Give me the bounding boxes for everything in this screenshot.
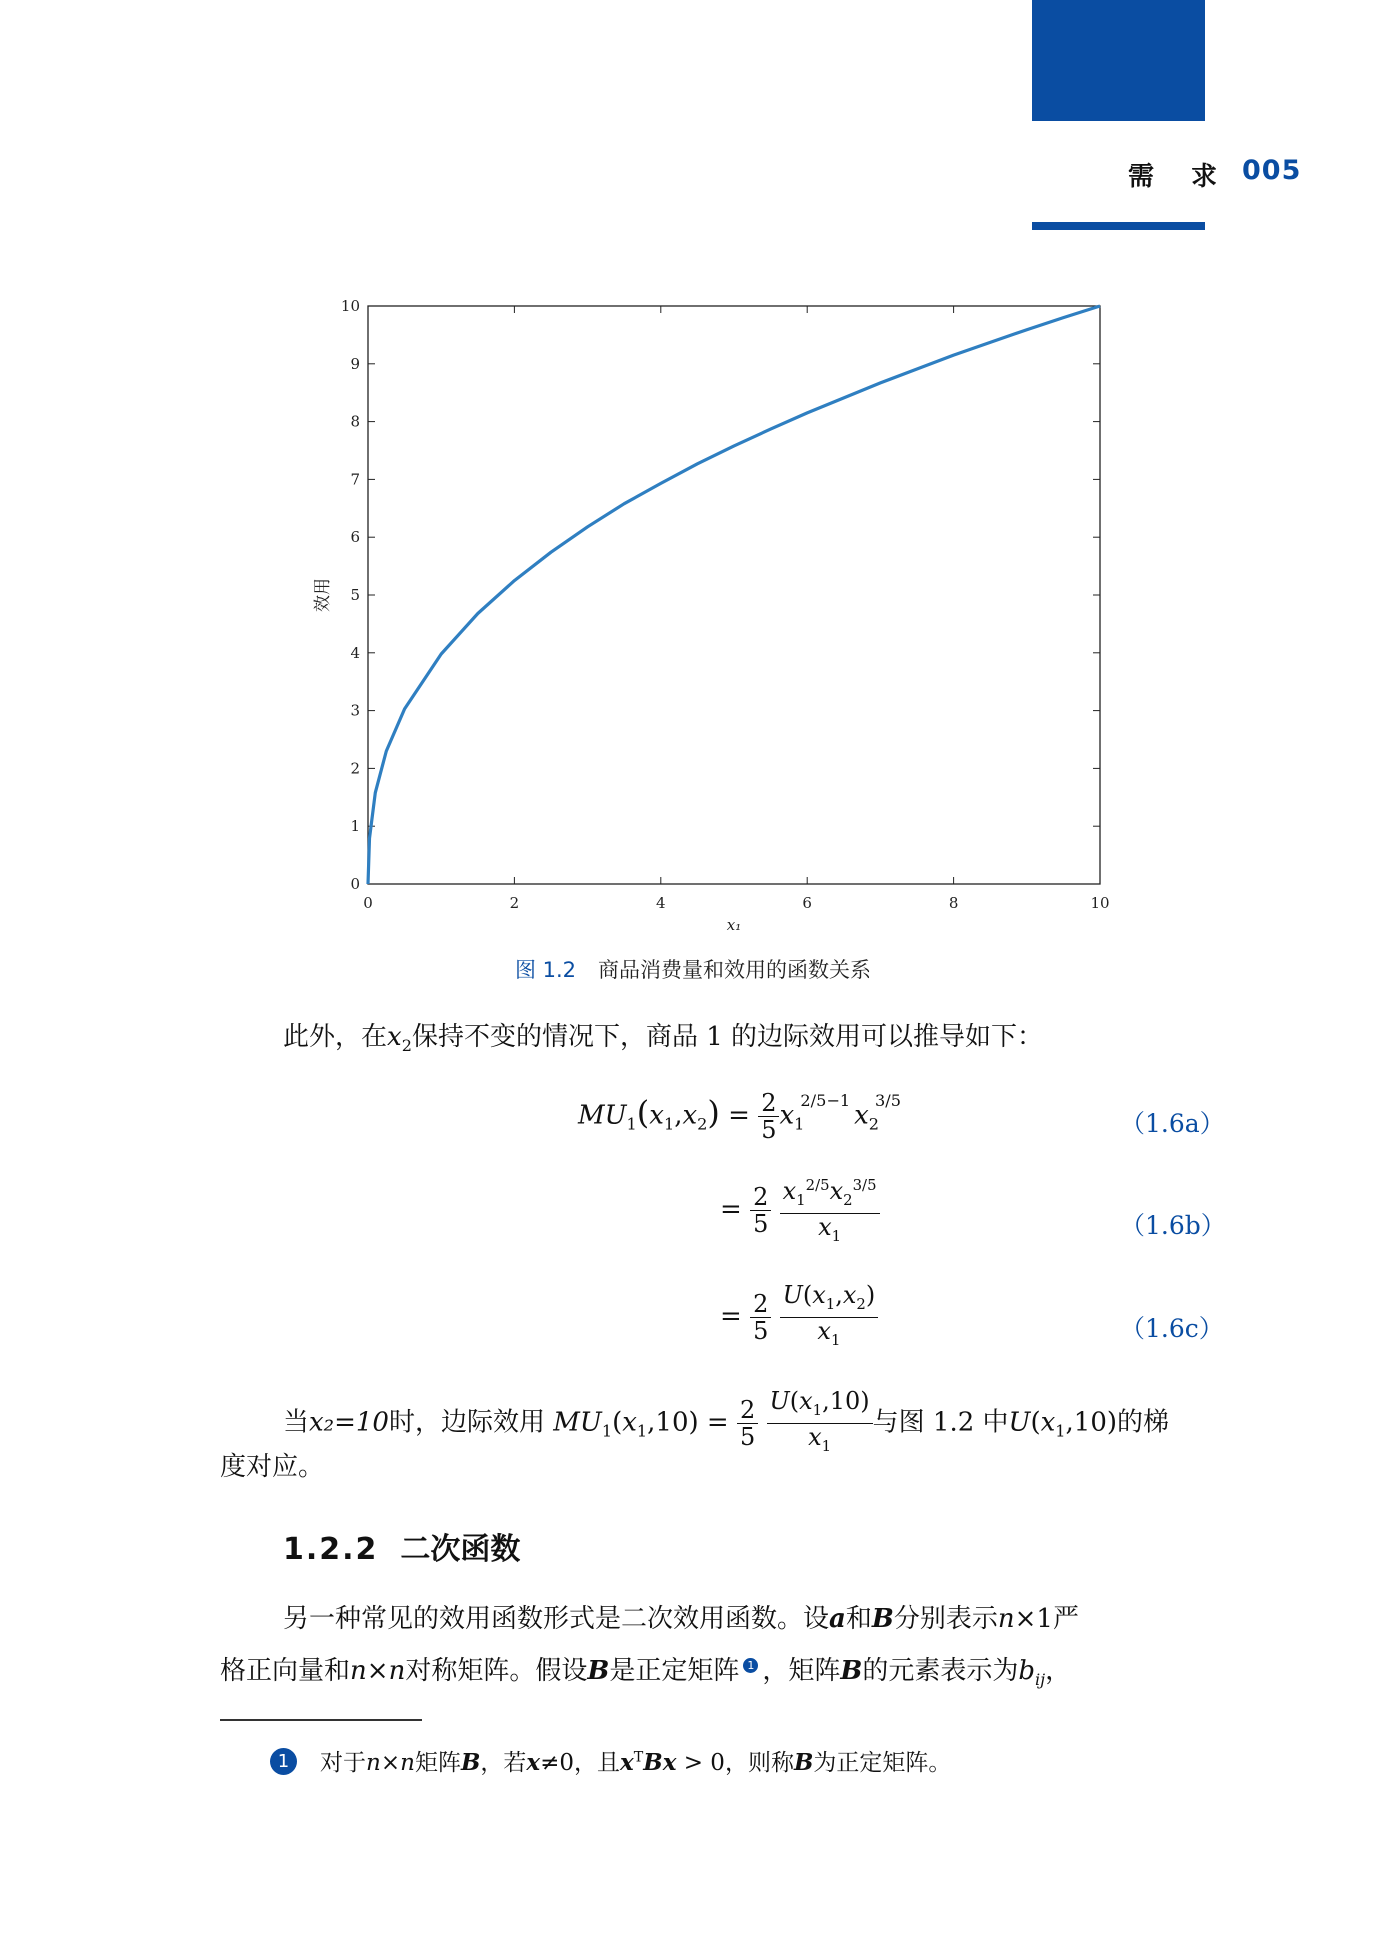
x-tick-label: 6 [802, 894, 812, 912]
p2-condition: x₂=10 [309, 1407, 389, 1438]
equation-1-6c: = $\frac{2}{5}$ $\frac{U(x_1,x_2)}{x_1}$ [720, 1282, 878, 1353]
header-color-block [1032, 0, 1205, 121]
p1-var: x [387, 1022, 402, 1052]
p2-text-e: 度对应。 [220, 1452, 325, 1482]
paragraph-2-cont [220, 1440, 324, 1494]
y-tick-label: 6 [350, 528, 360, 547]
utility-chart [300, 288, 1120, 938]
p2-text-b: 时，边际效用 [388, 1407, 545, 1438]
p3-text-g: 是正定矩阵 [609, 1656, 740, 1686]
section-heading [283, 1524, 520, 1568]
utility-curve [368, 306, 1100, 884]
equation-label-1-6a: （1.6a） [1120, 1109, 1225, 1138]
y-tick-label: 0 [350, 875, 360, 893]
paragraph-3: 另一种常见的效用函数形式是二次效用函数。设a和B分别表示n×1严 [283, 1604, 1079, 1634]
page-number: 005 [1242, 155, 1302, 186]
y-tick-label: 4 [350, 643, 360, 662]
footnote-rule [220, 1719, 422, 1721]
figure-caption-text: 商品消费量和效用的函数关系 [598, 958, 872, 982]
fn-text-d: ，且 [574, 1750, 621, 1776]
y-tick-label: 5 [350, 586, 360, 604]
equation-1-6a: $MU_1(x_1,x_2)$ = $\frac{2}{5}$ $x_1^{2/5-1}x_2^{3/5}$ [578, 1089, 901, 1144]
y-tick-label: 3 [350, 701, 360, 720]
y-tick-label: 7 [350, 470, 360, 489]
fn-text-b: 矩阵 [414, 1750, 461, 1776]
equation-1-6b: = $\frac{2}{5}$ $\frac{x_1^{2/5}x_2^{3/5}}{x_1}$ [720, 1172, 880, 1249]
running-header-title: 需 求 [1128, 162, 1232, 192]
y-tick-label: 8 [350, 412, 360, 431]
x-axis-label: x₁ [726, 916, 742, 934]
header-rule [1032, 222, 1205, 230]
p3-text-j: ， [1045, 1656, 1072, 1686]
y-axis-label: 效用 [313, 578, 333, 612]
equation-label-1-6c: （1.6c） [1120, 1314, 1224, 1343]
p3-text-e: 格正向量和 [220, 1656, 351, 1686]
section-number: 1.2.2 [283, 1532, 379, 1567]
x-tick-label: 2 [509, 894, 520, 912]
p3-text-f: 对称矩阵。假设 [405, 1656, 588, 1686]
x-tick-label: 0 [363, 894, 373, 912]
x-tick-label: 4 [656, 894, 666, 912]
figure-caption [0, 954, 1386, 984]
fn-text-c: ，若 [480, 1750, 527, 1776]
p2-text-c: 与图 1.2 中 [872, 1407, 1009, 1438]
p3-text-d: 严 [1052, 1604, 1079, 1634]
p3-text-a: 另一种常见的效用函数形式是二次效用函数。设 [283, 1604, 830, 1634]
fn-text-f: 为正定矩阵。 [813, 1750, 952, 1776]
x-tick-label: 8 [948, 894, 959, 912]
equation-label-1-6b: （1.6b） [1120, 1211, 1226, 1240]
x-tick-label: 10 [1090, 894, 1110, 912]
footnote-text: 对于n×n矩阵B，若x≠0，且$x^TBx > 0$，则称B为正定矩阵。 [320, 1749, 952, 1776]
section-title: 二次函数 [400, 1532, 521, 1567]
p2-text-d: 的梯 [1117, 1407, 1170, 1438]
paragraph-1 [283, 1010, 1043, 1073]
p3-text-h: ，矩阵 [762, 1656, 841, 1686]
figure-number: 图 1.2 [514, 958, 577, 982]
p1-text-b: 保持不变的情况下，商品 1 的边际效用可以推导如下： [411, 1022, 1044, 1052]
paragraph-3-cont: 格正向量和n×n对称矩阵。假设B是正定矩阵 1 ，矩阵B的元素表示为$b_{ij}$， [220, 1656, 1072, 1690]
p2-text-a: 当 [283, 1407, 310, 1438]
p1-var-sub: 2 [401, 1036, 412, 1056]
fn-text-a: 对于 [320, 1750, 366, 1776]
footnote-ref[interactable]: 1 [743, 1658, 758, 1673]
p3-text-b: 和 [845, 1604, 872, 1634]
fn-text-e: ，则称 [724, 1750, 794, 1776]
y-tick-label: 10 [340, 297, 360, 315]
p3-text-c: 分别表示 [893, 1604, 998, 1634]
paragraph-2: 当x₂=10时，边际效用 $MU_1(x_1,10)$ = $\frac{2}{5}$ $\frac{U(x_1,10)}{x_1}$ 与图 1.2 中$U(x_1,10)$的梯 [283, 1387, 1170, 1455]
footnote-marker: 1 [270, 1748, 297, 1775]
p1-text-a: 此外，在 [283, 1022, 388, 1052]
plot-frame [368, 306, 1100, 884]
y-tick-label: 9 [350, 354, 360, 373]
p3-text-i: 的元素表示为 [862, 1656, 1019, 1686]
y-tick-label: 1 [350, 817, 360, 836]
y-tick-label: 2 [350, 759, 360, 778]
